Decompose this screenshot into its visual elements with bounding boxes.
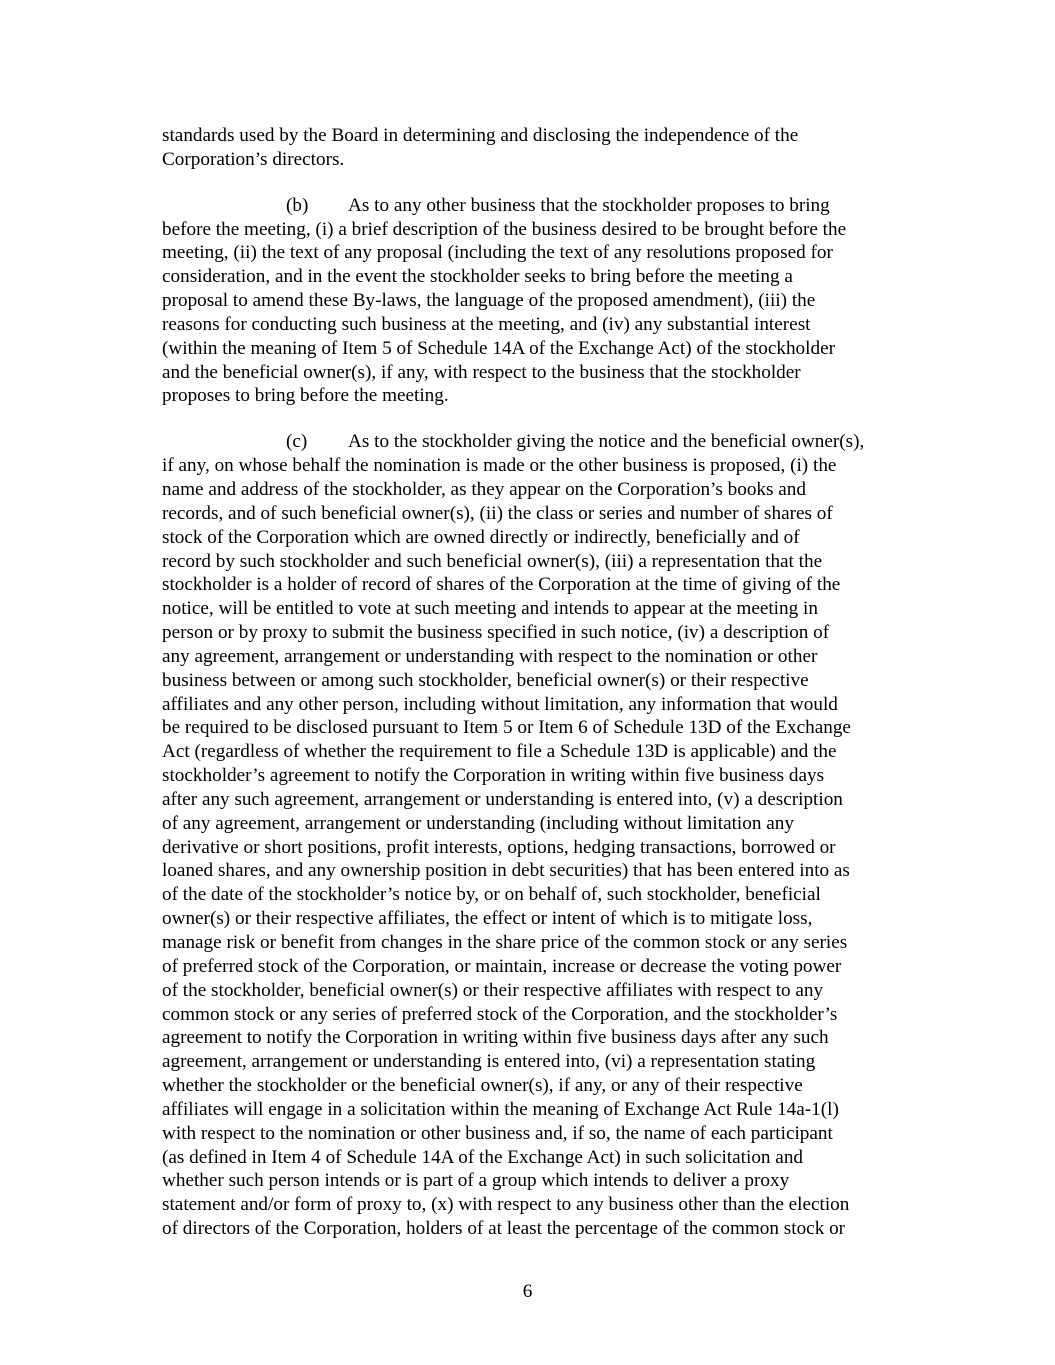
text-line: (as defined in Item 4 of Schedule 14A of the Exchange Act) in such solicitation and [162, 1146, 804, 1168]
text-line: of preferred stock of the Corporation, or maintain, increase or decrease the voting power [162, 955, 842, 977]
text-line: whether the stockholder or the beneficial owner(s), if any, or any of their respective [162, 1075, 803, 1097]
text-line: agreement to notify the Corporation in writing within five business days after any such [162, 1027, 829, 1049]
text-line: consideration, and in the event the stockholder seeks to bring before the meeting a [162, 266, 793, 288]
text-line: derivative or short positions, profit interests, options, hedging transactions, borrowed or [162, 836, 836, 858]
text-line: before the meeting, (i) a brief description of the business desired to be brought before the [162, 218, 847, 240]
line-text: As to the stockholder giving the notice and the beneficial owner(s), [348, 431, 865, 453]
text-line: record by such stockholder and such beneficial owner(s), (iii) a representation that the [162, 550, 823, 572]
text-line: agreement, arrangement or understanding is entered into, (vi) a representation stating [162, 1051, 816, 1073]
text-line: affiliates and any other person, including without limitation, any information that would [162, 693, 838, 715]
text-line: common stock or any series of preferred stock of the Corporation, and the stockholder’s [162, 1003, 838, 1025]
paragraph [162, 430, 912, 1241]
text-line: any agreement, arrangement or understanding with respect to the nomination or other [162, 645, 818, 667]
text-line: with respect to the nomination or other business and, if so, the name of each participant [162, 1122, 833, 1144]
text-line: owner(s) or their respective affiliates, the effect or intent of which is to mitigate loss, [162, 908, 813, 930]
line-text: As to any other business that the stockholder proposes to bring [348, 194, 830, 216]
text-line: of any agreement, arrangement or understanding (including without limitation any [162, 812, 794, 834]
document-body [162, 124, 912, 1263]
text-line: stockholder is a holder of record of shares of the Corporation at the time of giving of the [162, 574, 841, 596]
text-line: Act (regardless of whether the requirement to file a Schedule 13D is applicable) and the [162, 741, 837, 763]
text-line: of directors of the Corporation, holders of at least the percentage of the common stock or [162, 1218, 846, 1240]
text-line [162, 430, 912, 454]
text-line: proposes to bring before the meeting. [162, 385, 449, 407]
text-line: whether such person intends or is part of a group which intends to deliver a proxy [162, 1170, 790, 1192]
text-line: of the stockholder, beneficial owner(s) or their respective affiliates with respect to any [162, 979, 824, 1001]
text-line: if any, on whose behalf the nomination is made or the other business is proposed, (i) the [162, 455, 837, 477]
text-line: of the date of the stockholder’s notice by, or on behalf of, such stockholder, beneficial [162, 884, 821, 906]
text-line: meeting, (ii) the text of any proposal (including the text of any resolutions proposed for [162, 242, 833, 264]
text-line: affiliates will engage in a solicitation within the meaning of Exchange Act Rule 14a-1(l) [162, 1098, 839, 1120]
text-line: name and address of the stockholder, as they appear on the Corporation’s books and [162, 478, 806, 500]
paragraph [162, 124, 912, 172]
text-line: loaned shares, and any ownership position in debt securities) that has been entered into as [162, 860, 850, 882]
text-line: statement and/or form of proxy to, (x) with respect to any business other than the election [162, 1194, 850, 1216]
text-line: Corporation’s directors. [162, 148, 345, 170]
text-line: manage risk or benefit from changes in the share price of the common stock or any series [162, 932, 848, 953]
text-line: person or by proxy to submit the business specified in such notice, (iv) a description of [162, 622, 830, 644]
text-line: proposal to amend these By-laws, the language of the proposed amendment), (iii) the [162, 290, 816, 312]
text-line: notice, will be entitled to vote at such meeting and intends to appear at the meeting in [162, 598, 818, 620]
text-line: business between or among such stockholder, beneficial owner(s) or their respective [162, 669, 809, 691]
text-line: reasons for conducting such business at the meeting, and (iv) any substantial interest [162, 313, 811, 335]
paragraph [162, 194, 912, 409]
text-line: records, and of such beneficial owner(s), (ii) the class or series and number of shares of [162, 502, 833, 524]
paragraph-marker: (c) [286, 431, 308, 453]
page-number: 6 [522, 1281, 533, 1302]
text-line: be required to be disclosed pursuant to Item 5 or Item 6 of Schedule 13D of the Exchange [162, 717, 851, 739]
paragraph-marker: (b) [286, 194, 309, 216]
text-line: (within the meaning of Item 5 of Schedule 14A of the Exchange Act) of the stockholder [162, 337, 835, 359]
text-line: stockholder’s agreement to notify the Corporation in writing within five business days [162, 765, 825, 787]
text-line: stock of the Corporation which are owned directly or indirectly, beneficially and of [162, 526, 800, 548]
text-line: standards used by the Board in determining and disclosing the independence of the [162, 125, 799, 146]
text-line [162, 194, 912, 218]
text-line: and the beneficial owner(s), if any, with respect to the business that the stockholder [162, 361, 801, 383]
text-line: after any such agreement, arrangement or understanding is entered into, (v) a description [162, 788, 843, 810]
